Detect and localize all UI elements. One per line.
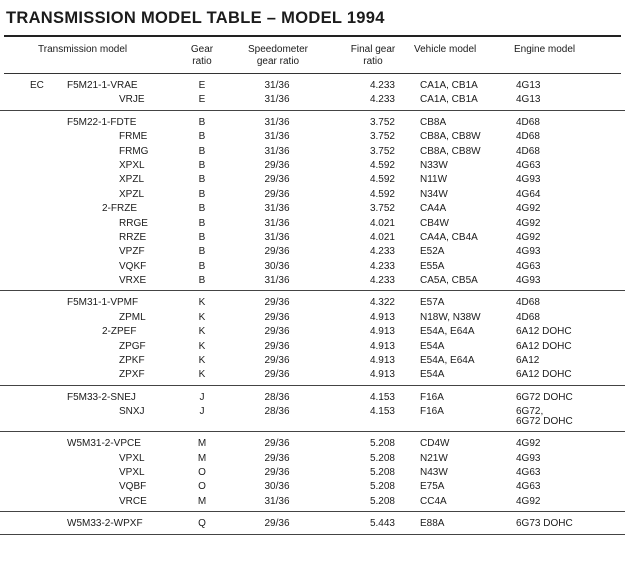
engine-model-cell: 6G73 DOHC [516,518,573,530]
vehicle-model-cell: CB8A, CB8W [420,131,481,143]
speedometer-ratio-cell: 31/36 [264,80,290,91]
table-row [0,405,625,429]
model-cell: FRMG [119,145,149,157]
speedometer-ratio-cell: 29/36 [264,246,290,258]
gear-ratio-cell: E [198,94,206,106]
final-gear-ratio-cell: 4.021 [369,231,395,243]
final-gear-ratio-cell: 4.592 [369,174,395,186]
speedometer-ratio-cell: 29/36 [264,326,290,338]
vehicle-model-cell: E88A [420,518,445,530]
final-gear-ratio-cell: 5.208 [369,481,395,493]
engine-line: 6G72 DOHC [516,416,573,428]
engine-model-cell: 4G63 [516,481,541,493]
engine-model-cell: 4D68 [516,297,540,309]
gear-ratio-cell: K [198,326,206,338]
engine-model-cell: 4G92 [516,217,541,229]
speedometer-ratio-cell: 31/36 [264,275,290,287]
speedometer-ratio-cell: 29/36 [264,369,290,381]
gear-ratio-cell: M [197,438,207,450]
table-row [0,159,625,173]
engine-model-cell: 4D68 [516,116,540,128]
table-row [0,437,625,451]
vehicle-model-cell: CB4W [420,217,449,229]
gear-ratio-cell: K [198,369,206,381]
engine-model-cell: 4D68 [516,131,540,143]
model-group [0,116,625,292]
engine-model-cell: 4G93 [516,246,541,258]
final-gear-ratio-cell: 4.592 [369,188,395,200]
final-gear-ratio-cell: 4.021 [369,217,395,229]
gear-ratio-cell: B [198,145,206,157]
gear-ratio-cell: B [198,188,206,200]
final-gear-ratio-cell: 4.913 [369,340,395,352]
gear-ratio-cell: K [198,340,206,352]
engine-line: 6G72, [516,406,544,418]
engine-model-cell: 4G63 [516,260,541,272]
final-gear-ratio-cell: 4.592 [369,159,395,171]
model-cell: W5M31-2-VPCE [67,438,141,450]
table-row [0,79,625,93]
speedometer-ratio-cell: 31/36 [264,145,290,157]
gear-ratio-cell: K [198,311,206,323]
final-gear-ratio-cell: 5.208 [369,466,395,478]
gear-ratio-cell: B [198,260,206,272]
vehicle-model-cell: N18W, N38W [420,311,481,323]
engine-model-cell: 4G64 [516,188,541,200]
speedometer-ratio-cell: 30/36 [264,481,290,493]
speedometer-ratio-cell: 29/36 [264,355,290,367]
header-final-gear-ratio: Final gear ratio [350,44,396,67]
final-gear-ratio-cell: 4.233 [369,94,395,106]
model-cell: VRXE [119,275,147,287]
engine-model-cell: 4D68 [516,145,540,157]
final-gear-ratio-cell: 4.233 [369,80,395,91]
engine-model-cell: 4G92 [516,438,541,450]
model-cell: F5M31-1-VPMF [67,297,139,309]
engine-model-cell: 4G13 [516,94,541,106]
vehicle-model-cell: E75A [420,481,445,493]
transmission-table [0,79,625,540]
gear-ratio-cell: O [198,466,206,478]
model-cell: VQBF [119,481,147,493]
gear-ratio-cell: B [198,231,206,243]
category-label: EC [30,80,44,91]
engine-model-cell: 6A12 DOHC [516,369,572,381]
vehicle-model-cell: F16A [420,391,444,403]
gear-ratio-cell: J [199,406,205,418]
model-cell: FRME [119,131,148,143]
engine-model-cell: 6G72 DOHC [516,391,573,403]
gear-ratio-cell: M [197,452,207,464]
vehicle-model-cell: CA4A, CB4A [420,231,478,243]
table-row [0,466,625,480]
gear-ratio-cell: Q [198,518,206,530]
final-gear-ratio-cell: 3.752 [369,116,395,128]
vehicle-model-cell: E55A [420,260,445,272]
model-cell: W5M33-2-WPXF [67,518,143,530]
model-cell: XPZL [119,174,145,186]
model-cell: RRGE [119,217,148,229]
gear-ratio-cell: B [198,275,206,287]
final-gear-ratio-cell: 4.233 [369,260,395,272]
gear-ratio-cell: B [198,159,206,171]
final-gear-ratio-cell: 4.233 [369,246,395,258]
speedometer-ratio-cell: 29/36 [264,518,290,530]
speedometer-ratio-cell: 29/36 [264,311,290,323]
table-row [0,274,625,288]
speedometer-ratio-cell: 29/36 [264,466,290,478]
vehicle-model-cell: N11W [420,174,448,186]
final-gear-ratio-cell: 5.208 [369,452,395,464]
vehicle-model-cell: E52A [420,246,445,258]
table-row [0,452,625,466]
gear-ratio-cell: B [198,203,206,215]
table-row [0,296,625,310]
vehicle-model-cell: CD4W [420,438,450,450]
model-cell: F5M22-1-FDTE [67,116,137,128]
model-group [0,79,625,111]
engine-model-cell: 4G92 [516,231,541,243]
header-transmission-model: Transmission model [38,44,128,55]
gear-ratio-cell: B [198,174,206,186]
engine-model-cell: 6A12 DOHC [516,326,572,338]
final-gear-ratio-cell: 4.913 [369,326,395,338]
engine-model-cell: 4G13 [516,80,541,91]
vehicle-model-cell: CB8A, CB8W [420,145,481,157]
table-row [0,311,625,325]
vehicle-model-cell: E57A [420,297,445,309]
vehicle-model-cell: CA1A, CB1A [420,80,478,91]
engine-model-cell: 4G93 [516,174,541,186]
speedometer-ratio-cell: 28/36 [264,391,290,403]
engine-model-cell: 6A12 [516,355,540,367]
model-cell: ZPXF [119,369,145,381]
model-cell: XPZL [119,188,145,200]
title-rule [4,35,621,37]
model-cell: VPXL [119,452,145,464]
final-gear-ratio-cell: 3.752 [369,203,395,215]
header-engine-model: Engine model [514,44,576,55]
vehicle-model-cell: CA4A [420,203,447,215]
vehicle-model-cell: F16A [420,406,444,418]
speedometer-ratio-cell: 31/36 [264,94,290,106]
header-speedometer-gear-ratio: Speedometer gear ratio [247,44,309,67]
table-row [0,368,625,382]
gear-ratio-cell: K [198,355,206,367]
final-gear-ratio-cell: 4.153 [369,391,395,403]
vehicle-model-cell: N21W [420,452,448,464]
speedometer-ratio-cell: 29/36 [264,174,290,186]
engine-model-cell: 4G93 [516,275,541,287]
engine-model-cell: 4G92 [516,495,541,507]
final-gear-ratio-cell: 5.208 [369,438,395,450]
speedometer-ratio-cell: 29/36 [264,297,290,309]
model-cell: F5M33-2-SNEJ [67,391,136,403]
model-cell: VPXL [119,466,145,478]
speedometer-ratio-cell: 31/36 [264,495,290,507]
table-row [0,130,625,144]
gear-ratio-cell: J [199,391,205,403]
table-row [0,391,625,405]
engine-model-cell: 4G93 [516,452,541,464]
engine-model-cell: 4G92 [516,203,541,215]
vehicle-model-cell: CC4A [420,495,447,507]
vehicle-model-cell: CA5A, CB5A [420,275,478,287]
model-cell: VPZF [119,246,145,258]
final-gear-ratio-cell: 3.752 [369,145,395,157]
table-row [0,245,625,259]
model-group [0,296,625,385]
speedometer-ratio-cell: 29/36 [264,188,290,200]
final-gear-ratio-cell: 4.322 [369,297,395,309]
model-cell: 2-FRZE [102,203,137,215]
final-gear-ratio-cell: 4.913 [369,355,395,367]
vehicle-model-cell: N33W [420,159,448,171]
final-gear-ratio-cell: 4.153 [369,406,395,418]
table-row [0,480,625,494]
model-cell: SNXJ [119,406,145,418]
table-row [0,354,625,368]
vehicle-model-cell: N34W [420,188,448,200]
gear-ratio-cell: O [198,481,206,493]
model-cell: VRCE [119,495,147,507]
final-gear-ratio-cell: 4.233 [369,275,395,287]
vehicle-model-cell: E54A, E64A [420,355,475,367]
model-cell: VQKF [119,260,147,272]
vehicle-model-cell: N43W [420,466,448,478]
gear-ratio-cell: B [198,246,206,258]
model-group [0,391,625,432]
gear-ratio-cell: E [198,80,206,91]
table-row [0,173,625,187]
final-gear-ratio-cell: 5.208 [369,495,395,507]
final-gear-ratio-cell: 4.913 [369,369,395,381]
header-gear-ratio: Gear ratio [190,44,214,67]
table-row [0,231,625,245]
table-row [0,217,625,231]
speedometer-ratio-cell: 28/36 [264,406,290,418]
model-cell: ZPML [119,311,146,323]
engine-model-cell: 6A12 DOHC [516,340,572,352]
engine-model-cell: 4D68 [516,311,540,323]
table-row [0,495,625,509]
table-row [0,202,625,216]
speedometer-ratio-cell: 31/36 [264,217,290,229]
engine-model-cell: 4G63 [516,159,541,171]
speedometer-ratio-cell: 31/36 [264,203,290,215]
final-gear-ratio-cell: 4.913 [369,311,395,323]
speedometer-ratio-cell: 29/36 [264,340,290,352]
model-group [0,517,625,534]
gear-ratio-cell: B [198,217,206,229]
page-title: TRANSMISSION MODEL TABLE – MODEL 1994 [6,9,385,27]
model-cell: XPXL [119,159,145,171]
speedometer-ratio-cell: 31/36 [264,131,290,143]
engine-model-cell: 4G63 [516,466,541,478]
table-row [0,260,625,274]
table-row [0,145,625,159]
speedometer-ratio-cell: 29/36 [264,159,290,171]
table-row [0,93,625,107]
vehicle-model-cell: E54A [420,340,445,352]
model-cell: RRZE [119,231,147,243]
gear-ratio-cell: M [197,495,207,507]
speedometer-ratio-cell: 31/36 [264,231,290,243]
final-gear-ratio-cell: 5.443 [369,518,395,530]
model-cell: 2-ZPEF [102,326,137,338]
gear-ratio-cell: B [198,131,206,143]
table-row [0,188,625,202]
model-cell: ZPGF [119,340,146,352]
gear-ratio-cell: K [198,297,206,309]
vehicle-model-cell: CB8A [420,116,447,128]
header-vehicle-model: Vehicle model [414,44,477,55]
model-group [0,437,625,512]
vehicle-model-cell: E54A, E64A [420,326,475,338]
model-cell: ZPKF [119,355,145,367]
header-rule [4,73,621,74]
table-row [0,340,625,354]
table-row [0,116,625,130]
speedometer-ratio-cell: 29/36 [264,438,290,450]
final-gear-ratio-cell: 3.752 [369,131,395,143]
model-cell: VRJE [119,94,145,106]
table-row [0,325,625,339]
vehicle-model-cell: CA1A, CB1A [420,94,478,106]
speedometer-ratio-cell: 30/36 [264,260,290,272]
gear-ratio-cell: B [198,116,206,128]
vehicle-model-cell: E54A [420,369,445,381]
speedometer-ratio-cell: 29/36 [264,452,290,464]
engine-model-cell [516,405,596,427]
table-row [0,517,625,531]
speedometer-ratio-cell: 31/36 [264,116,290,128]
model-cell: F5M21-1-VRAE [67,80,138,91]
